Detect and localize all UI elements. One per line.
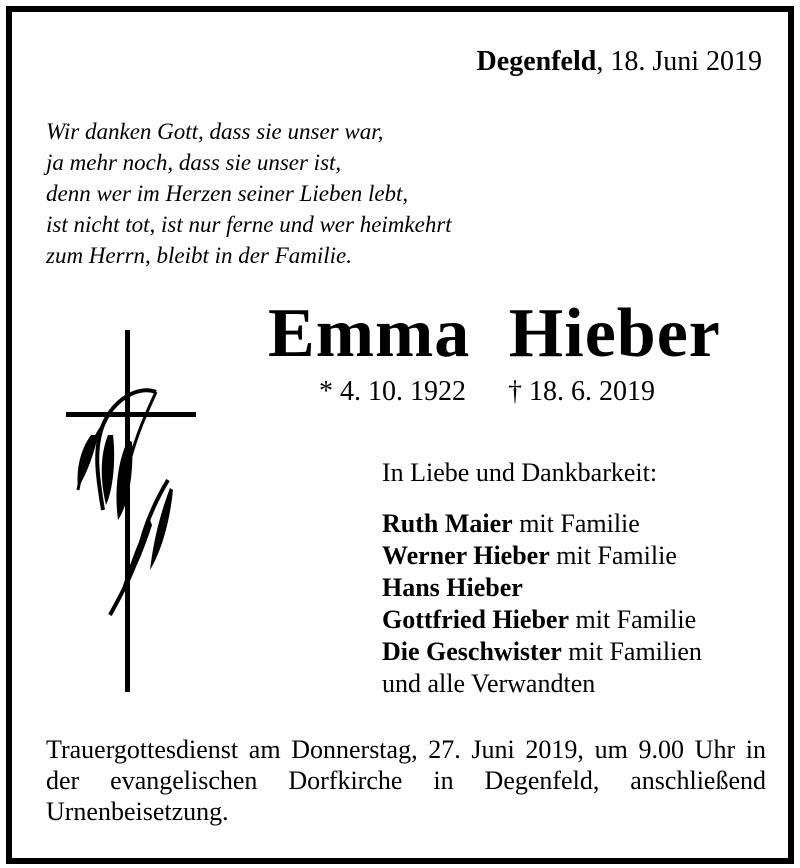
poem-line: ja mehr noch, dass sie unser ist, [46,150,342,175]
death-date: † 18. 6. 2019 [508,376,655,407]
list-item [382,668,702,700]
poem-line: Wir danken Gott, dass sie unser war, [46,119,384,144]
mourner-name: Ruth Maier [382,509,513,538]
list-item [382,508,702,540]
list-item [382,540,702,572]
mourner-suffix: mit Familie [549,541,677,570]
mourner-name: Werner Hieber [382,541,550,570]
mourners-list [382,508,702,700]
mourner-suffix: mit Familien [561,637,702,666]
place-date [477,46,762,78]
obituary-notice [6,6,794,864]
poem [46,116,452,271]
poem-line: denn wer im Herzen seiner Lieben lebt, [46,181,409,206]
list-item [382,636,702,668]
poem-line: ist nicht tot, ist nur ferne und wer heimkehrt [46,212,452,237]
funeral-service-info: Trauergottesdienst am Donnerstag, 27. Juni 2019, um 9.00 Uhr in der evangelischen Dorfkirche in Degenfeld, anschließend Urnenbeisetzung. [46,735,766,826]
mourner-name: Hans Hieber [382,573,523,602]
life-dates [319,376,655,408]
mourner-name: Die Geschwister [382,637,562,666]
cross-with-wheat-icon [58,330,198,696]
birth-date: * 4. 10. 1922 [319,376,466,407]
place: Degenfeld [476,46,597,77]
deceased-name: Emma Hieber [268,295,721,372]
mourner-suffix: und alle Verwandten [382,669,596,698]
date: , 18. Juni 2019 [596,46,762,77]
mourner-suffix: mit Familie [512,509,640,538]
list-item [382,572,702,604]
mourner-name: Gottfried Hieber [382,605,569,634]
mourner-suffix: mit Familie [569,605,697,634]
list-item [382,604,702,636]
thanks-line: In Liebe und Dankbarkeit: [382,458,658,487]
poem-line: zum Herrn, bleibt in der Familie. [46,243,352,268]
